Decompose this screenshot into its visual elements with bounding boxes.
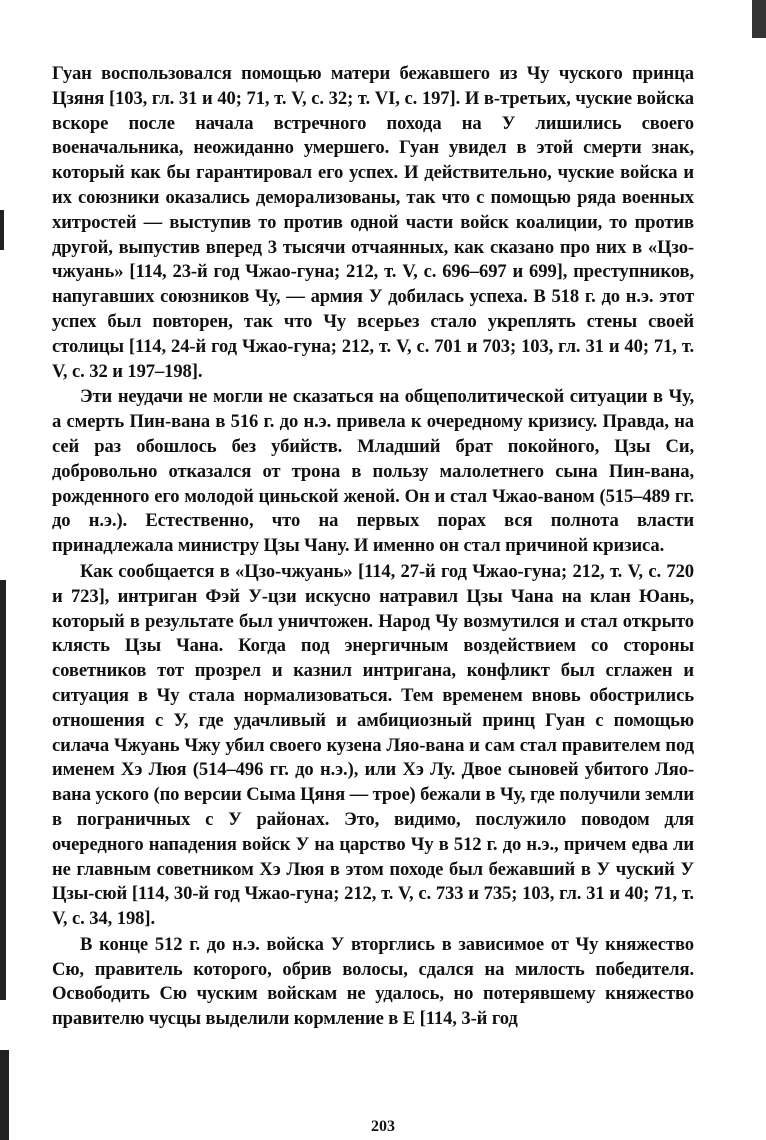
scan-edge-shadow bbox=[0, 210, 4, 250]
scan-edge-shadow bbox=[752, 0, 766, 38]
page-number: 203 bbox=[371, 1118, 395, 1135]
paragraph: Эти неудачи не могли не сказаться на общеполитической ситуации в Чу, а смерть Пин-вана в 516 г. до н.э. привела к очередному кризису. Правда, на сей раз обошлось без убийств. Младший брат покойного, Цзы Си, добровольно отказался от трона в пользу малолетнего сына Пин-вана, рожденного его молодой циньской женой. Он и стал Чжао-ваном (515–489 гг. до н.э.). Естественно, что на первых порах вся полнота власти принадлежала министру Цзы Чану. И именно он стал причиной кризиса. bbox=[52, 386, 694, 557]
paragraph: В конце 512 г. до н.э. войска У вторглись в зависимое от Чу княжество Сю, правитель которого, обрив волосы, сдался на милость победителя. Освободить Сю чуским войскам не удалось, но потерявшему княжество правителю чусцы выделили кормление в Е [114, 3-й год bbox=[52, 933, 694, 1030]
page-body bbox=[52, 62, 694, 1032]
paragraph: Как сообщается в «Цзо-чжуань» [114, 27-й год Чжао-гуна; 212, т. V, с. 720 и 723], интриган Фэй У-цзи искусно натравил Цзы Чана на клан Юань, который в результате был уничтожен. Народ Чу возмутился и стал открыто клясть Цзы Чана. Когда под энергичным воздействием со стороны советников тот прозрел и казнил интригана, конфликт был сглажен и ситуация в Чу стала нормализоваться. Тем временем вновь обострились отношения с У, где удачливый и амбициозный принц Гуан с помощью силача Чжуань Чжу убил своего кузена Ляо-вана и сам стал правителем под именем Хэ Люя (514–496 гг. до н.э.), или Хэ Лу. Двое сыновей убитого Ляо-вана уского (по версии Сыма Цяня — трое) бежали в Чу, где получили земли в пограничных с У районах. Это, видимо, послужило поводом для очередного нападения войск У на царство Чу в 512 г. до н.э., причем едва ли не главным советником Хэ Люя в этом походе был бежавший в У чуский У Цзы-сюй [114, 30-й год Чжао-гуна; 212, т. V, с. 733 и 735; 103, гл. 31 и 40; 71, т. V, с. 34, 198]. bbox=[52, 560, 694, 930]
scan-edge-shadow bbox=[0, 580, 6, 1000]
paragraph: Гуан воспользовался помощью матери бежавшего из Чу чуского принца Цзяня [103, гл. 31 и 40; 71, т. V, с. 32; т. VI, с. 197]. И в-третьих, чуские войска вскоре после начала встречного похода на У лишились своего военачальника, неожиданно умершего. Гуан увидел в этой смерти знак, который как бы гарантировал его успех. И действительно, чуские войска и их союзники оказались деморализованы, так что с помощью ряда военных хитростей — выступив то против одной части войск коалиции, то против другой, выпустив вперед 3 тысячи отчаянных, как сказано про них в «Цзо-чжуань» [114, 23-й год Чжао-гуна; 212, т. V, с. 696–697 и 699], преступников, напугавших союзников Чу, — армия У добилась успеха. В 518 г. до н.э. этот успех был повторен, так что Чу всерьез стало укреплять стены своей столицы [114, 24-й год Чжао-гуна; 212, т. V, с. 701 и 703; 103, гл. 31 и 40; 71, т. V, с. 32 и 197–198]. bbox=[52, 63, 694, 382]
